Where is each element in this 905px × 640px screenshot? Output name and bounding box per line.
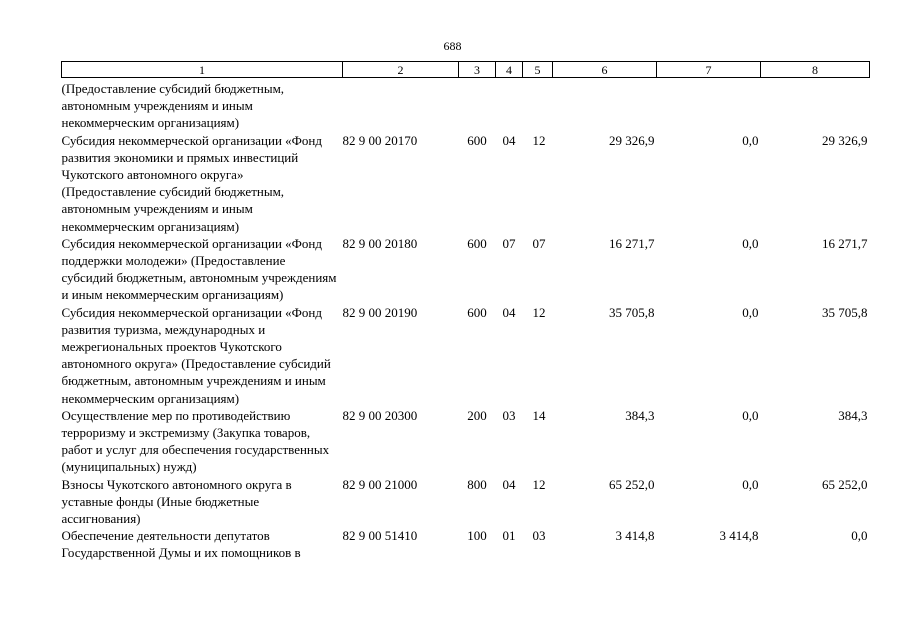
row-csr: 82 9 00 51410 — [342, 528, 418, 544]
row-csr: 82 9 00 20170 — [342, 132, 418, 148]
row-sum-regional: 16 271,7 — [822, 235, 868, 251]
row-name: Взносы Чукотского автономного округа в уставные фонды (Иные бюджетные ассигнования) — [61, 476, 292, 527]
column-header: 1 — [62, 62, 343, 78]
column-header: 2 — [343, 62, 459, 78]
column-header: 4 — [496, 62, 523, 78]
row-sum-total: 16 271,7 — [609, 235, 655, 251]
row-pr: 12 — [532, 304, 546, 320]
row-rz: 04 — [502, 132, 516, 148]
page-number: 688 — [443, 39, 462, 53]
table-row — [62, 407, 870, 476]
row-sum-federal — [657, 78, 761, 132]
table-row — [62, 235, 870, 304]
budget-table — [61, 61, 870, 562]
row-vr: 600 — [467, 304, 487, 320]
row-pr: 12 — [532, 476, 546, 492]
row-csr: 82 9 00 20180 — [342, 235, 418, 251]
row-vr: 100 — [467, 528, 487, 544]
row-vr: 800 — [467, 476, 487, 492]
row-sum-federal: 0,0 — [742, 132, 759, 148]
column-header: 6 — [553, 62, 657, 78]
row-pr: 07 — [532, 235, 546, 251]
row-sum-total: 384,3 — [625, 407, 655, 423]
row-name: Субсидия некоммерческой организации «Фонд поддержки молодежи» (Предоставление субсидий бюджетным, автономным учреждениям и иным некоммерческим организациям) — [61, 235, 337, 303]
row-name: Обеспечение деятельности депутатов Государственной Думы и их помощников в — [61, 528, 301, 561]
row-sum-federal: 0,0 — [742, 304, 759, 320]
row-csr — [343, 78, 459, 132]
row-pr: 14 — [532, 407, 546, 423]
row-sum-total: 3 414,8 — [615, 528, 655, 544]
row-rz: 04 — [502, 304, 516, 320]
row-sum-regional: 29 326,9 — [822, 132, 868, 148]
row-rz — [496, 78, 523, 132]
row-sum-federal: 0,0 — [742, 476, 759, 492]
row-sum-federal: 0,0 — [742, 407, 759, 423]
row-sum-regional: 384,3 — [838, 407, 868, 423]
row-name: (Предоставление субсидий бюджетным, автономным учреждениям и иным некоммерческим организациям) — [61, 81, 285, 131]
table-row — [62, 132, 870, 235]
row-name: Осуществление мер по противодействию терроризму и экстремизму (Закупка товаров, работ и услуг для обеспечения государственных (муниципальных) нужд) — [61, 407, 330, 475]
row-rz: 01 — [502, 528, 516, 544]
column-header: 3 — [459, 62, 496, 78]
row-sum-federal: 3 414,8 — [719, 528, 759, 544]
table-row — [62, 304, 870, 407]
row-sum-regional: 0,0 — [851, 528, 868, 544]
row-csr: 82 9 00 20300 — [342, 407, 418, 423]
row-vr: 600 — [467, 235, 487, 251]
row-csr: 82 9 00 20190 — [342, 304, 418, 320]
row-csr: 82 9 00 21000 — [342, 476, 418, 492]
row-rz: 07 — [502, 235, 516, 251]
row-pr: 03 — [532, 528, 546, 544]
row-vr: 200 — [467, 407, 487, 423]
row-rz: 03 — [502, 407, 516, 423]
row-vr: 600 — [467, 132, 487, 148]
row-pr — [523, 78, 553, 132]
row-sum-total: 29 326,9 — [609, 132, 655, 148]
row-name: Субсидия некоммерческой организации «Фонд развития экономики и прямых инвестиций Чукотского автономного округа» (Предоставление субсидий бюджетным, автономным учреждениям и иным некоммерческим организациям) — [61, 132, 323, 234]
row-sum-regional: 65 252,0 — [822, 476, 868, 492]
row-sum-regional: 35 705,8 — [822, 304, 868, 320]
row-sum-total: 35 705,8 — [609, 304, 655, 320]
table-row — [62, 78, 870, 132]
row-sum-total: 65 252,0 — [609, 476, 655, 492]
table-row — [62, 476, 870, 528]
row-sum-regional — [761, 78, 870, 132]
row-rz: 04 — [502, 476, 516, 492]
row-pr: 12 — [532, 132, 546, 148]
column-header: 7 — [657, 62, 761, 78]
table-row — [62, 527, 870, 561]
column-header: 8 — [761, 62, 870, 78]
row-sum-federal: 0,0 — [742, 235, 759, 251]
row-vr — [459, 78, 496, 132]
row-name: Субсидия некоммерческой организации «Фонд развития туризма, международных и межрегиональных проектов Чукотского автономного округа» (Предоставление субсидий бюджетным, автономным учреждениям и иным некоммерческим организациям) — [61, 304, 331, 406]
column-header: 5 — [523, 62, 553, 78]
row-sum-total — [553, 78, 657, 132]
column-number-row — [62, 62, 870, 78]
